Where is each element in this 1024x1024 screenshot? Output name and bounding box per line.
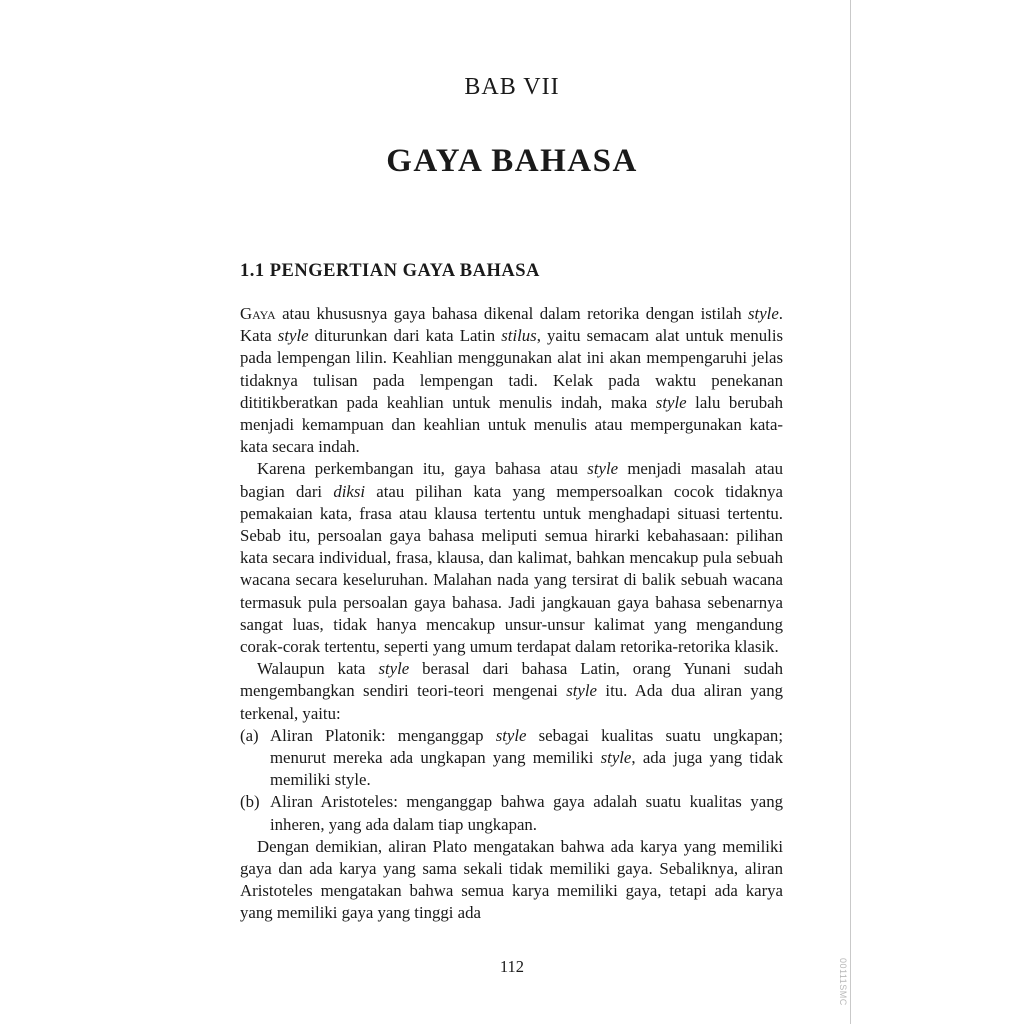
paragraph-1: Gaya atau khususnya gaya bahasa dikenal dalam retorika dengan istilah style. Kata style diturunkan dari kata Latin stilus, yaitu semacam alat untuk menulis pada lempengan lilin. Keahlian menggunakan alat ini akan mempengaruhi jelas tidaknya tulisan pada lempengan tadi. Kelak pada waktu penekanan dititikberatkan pada keahlian untuk menulis indah, maka style lalu berubah menjadi kemampuan dan keahlian untuk menulis atau mempergunakan kata-kata secara indah. <box>240 304 784 457</box>
italic-term: style <box>655 392 687 412</box>
body-text <box>240 303 783 925</box>
list-item <box>240 725 783 792</box>
page-number: 112 <box>499 957 525 976</box>
chapter-title: GAYA BAHASA <box>386 143 638 179</box>
italic-term: style <box>566 681 597 701</box>
list-item-text: Aliran Platonik: menganggap style sebagai kualitas suatu ungkapan; menurut mereka ada ungkapan yang memiliki style, ada juga yang tidak memiliki style. <box>270 725 783 790</box>
italic-term: stilus <box>501 326 537 346</box>
list-item <box>240 791 783 835</box>
lead-word: Gaya <box>240 304 276 323</box>
italic-term: style <box>495 725 527 745</box>
italic-term: style <box>277 326 309 346</box>
paragraph-4: Dengan demikian, aliran Plato mengatakan bahwa ada karya yang memiliki gaya dan ada karya yang sama sekali tidak memiliki gaya. Sebaliknya, aliran Aristoteles mengatakan bahwa semua karya memiliki gaya, tetapi ada karya yang memiliki gaya yang tinggi ada <box>240 836 783 923</box>
italic-term: style <box>600 748 632 768</box>
italic-term: diksi <box>333 481 366 501</box>
paragraph-3: Walaupun kata style berasal dari bahasa Latin, orang Yunani sudah mengembangkan sendiri teori-teori mengenai style itu. Ada dua aliran yang terkenal, yaitu: <box>240 659 783 723</box>
italic-term: style <box>748 304 779 323</box>
section-heading: 1.1 PENGERTIAN GAYA BAHASA <box>240 261 540 281</box>
list-marker: (a) <box>240 725 259 745</box>
paragraph-2: Karena perkembangan itu, gaya bahasa atau style menjadi masalah atau bagian dari diksi atau pilihan kata yang mempersoalkan cocok tidaknya pemakaian kata, frasa atau klausa tertentu untuk menghadapi situasi tertentu. Sebab itu, persoalan gaya bahasa meliputi semua hirarki kebahasaan: pilihan kata secara individual, frasa, klausa, dan kalimat, bahkan mencakup pula sebuah wacana secara keseluruhan. Malahan nada yang tersirat di balik sebuah wacana termasuk pula persoalan gaya bahasa. Jadi jangkauan gaya bahasa sebenarnya sangat luas, tidak hanya mencakup unsur-unsur kalimat yang mengandung corak-corak tertentu, seperti yang umum terdapat dalam retorika-retorika klasik. <box>240 459 783 657</box>
list-marker: (b) <box>240 792 260 812</box>
scan-side-mark: 00111SMC <box>838 958 848 1006</box>
aliran-list <box>240 725 783 836</box>
chapter-label: BAB VII <box>464 74 560 100</box>
list-item-text: Aliran Aristoteles: menganggap bahwa gaya adalah suatu kualitas yang inheren, yang ada dalam tiap ungkapan. <box>270 792 783 834</box>
italic-term: style <box>587 459 619 479</box>
italic-term: style <box>378 659 410 679</box>
